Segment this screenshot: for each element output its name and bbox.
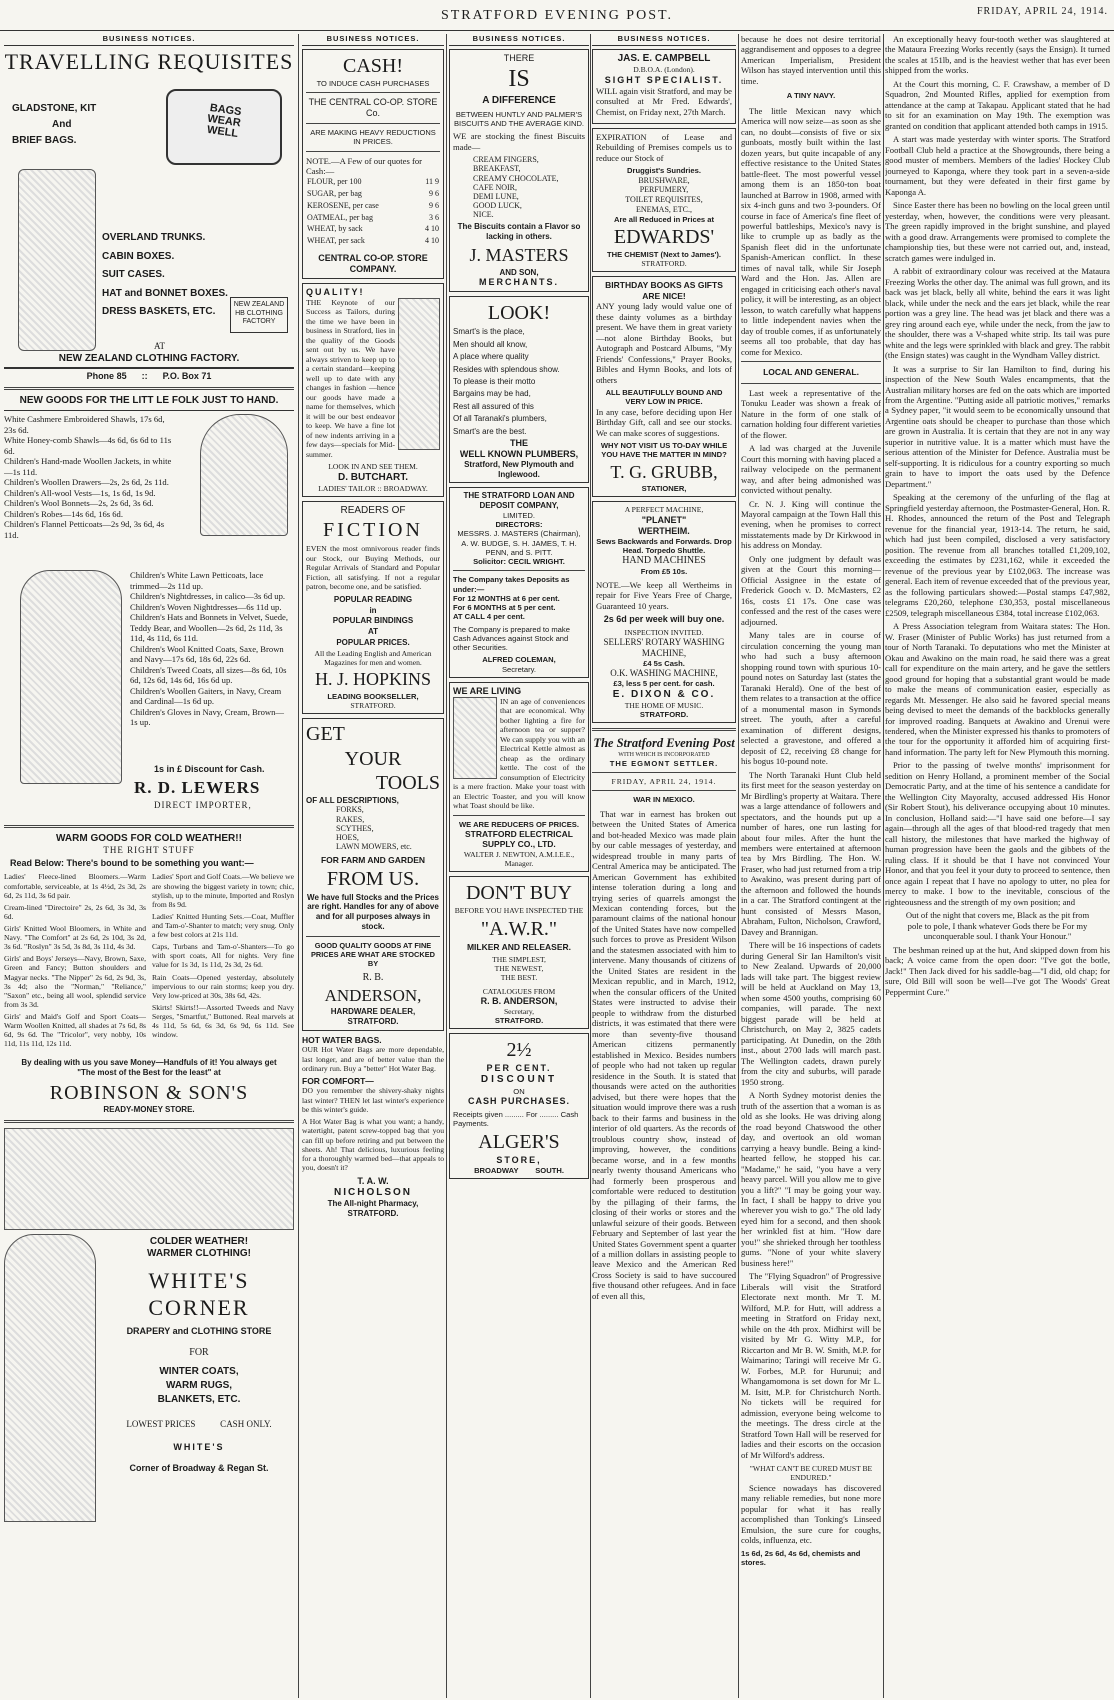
column-4: [592, 34, 736, 1694]
newspaper-title: STRATFORD EVENING POST.: [440, 8, 674, 23]
discount-note: 1s in £ Discount for Cash.: [154, 764, 265, 775]
issue-date: FRIDAY, APRIL 24, 1914.: [977, 6, 1108, 17]
warm-read: Read Below: There's bound to be something you want:—: [10, 858, 254, 869]
column-rule: [883, 34, 884, 1698]
factory-contact: Phone 85 :: P.O. Box 71: [86, 371, 212, 382]
awr-milker-ad: DON'T BUY BEFORE YOU HAVE INSPECTED THE "A.W.R." MILKER AND RELEASER. THE SIMPLEST, THE NEWEST, THE BEST. CATALOGUES FROM R. B. ANDERSON, Secretary, STRATFORD.: [449, 876, 589, 1029]
column-3: [449, 34, 589, 1694]
section-header: BUSINESS NOTICES.: [592, 34, 736, 46]
article-body: That war in earnest has broken out between the United States of America and bot-headed Mexico was made plain by our cable messages of yesterday, and widespread trouble in many parts of Central America may be anticipated. The American Government has exhibited intense toleration during a long and trying series of quarrels amongst the Mexican contending forces, but the paramount claims of the national honour of the United States have now compelled such forces to prove as President Wilson and the statesmen associated with him to intervene. Many thousands of citizens of the United States are resident in the Mexican republic, and in March, 1912, when the consular officers of the United States were instructed to advise their people to withdraw from the disturbed districts, it was estimated that there were more than seventy-five thousand American citizens permanently established in Mexico. Besides numbers of people who had not taken up regular residence in the South. It is stated that thousands were acted on the authorities advised, but there were hopes that the situation would improve there was a rush back to their farms and business in the interior of old quarters. As the records of troublous country show, instead of improving, however, the conditions became worse, and in a few months nearly twenty thousand Americans who had formerly been prosperous and comfortable were reduced to destitution by the pillaging of their farms, the closing of their works or stores and the unlawful seizure of their goods. Between February and September of last year the United States Government spent a quarter of a million dollars in assisting people to leave Mexico and the American Red Cross Society is said to have succoured five thousand other refugees. And in face of even all this,: [592, 808, 736, 1301]
warm-goods-title: WARM GOODS FOR COLD WEATHER!!: [56, 833, 242, 845]
section-header: BUSINESS NOTICES.: [449, 34, 589, 46]
little-folk-title: NEW GOODS FOR THE LITT LE FOLK JUST TO HAND.: [4, 395, 294, 411]
whites-corner-ad: COLDER WEATHER! WARMER CLOTHING! WHITE'S CORNER DRAPERY and CLOTHING STORE FOR WINTER COATS, WARM RUGS, BLANKETS, ETC. LOWEST PRICES CASH ONLY. WHITE'S Corner of Broadway & Regan St.: [4, 1234, 294, 1524]
travelling-title: TRAVELLING REQUISITES: [4, 49, 294, 75]
grubb-ad: BIRTHDAY BOOKS AS GIFTS ARE NICE! ANY young lady would value one of these dainty volumes as a birthday present. We have them in great variety—not alone Birthday Books, but Autograph and Postcard Albums, "My Friends' Confessions," Prayer Books, Bibles and Hymn Books, and lots of others ALL BEAUTIFULLY BOUND AND VERY LOW IN PRICE. In any case, before deciding upon Her Birthday Gift, call and see our stocks. We can make scores of suggestions. WHY NOT VISIT US TO-DAY WHILE YOU HAVE THE MATTER IN MIND? T. G. GRUBB, STATIONER,: [592, 276, 736, 497]
section-header: BUSINESS NOTICES.: [302, 34, 444, 46]
smart-plumbers-ad: LOOK! Smart's is the place, Men should all know, A place where quality Resides with splendous show. To please is their motto Bargains may be had, Rest all assured of this Of all Taranaki's plumbers, Smart's are the best. THE WELL KNOWN PLUMBERS, Stratford, New Plymouth and Inglewood.: [449, 296, 589, 483]
bags-list: GLADSTONE, KIT And BRIEF BAGS.: [12, 103, 97, 147]
loan-company-ad: THE STRATFORD LOAN AND DEPOSIT COMPANY, LIMITED. DIRECTORS: MESSRS. J. MASTERS (Chairman), A. W. BUDGE, S. H. JAMES, T. H. PENN, and S. PITT. Solicitor: CECIL WRIGHT. The Company takes Deposits as under:— For 12 MONTHS at 6 per cent. For 6 MONTHS at 5 per cent. AT CALL 4 per cent. The Company is prepared to make Cash Advances against Stock and other Securities. ALFRED COLEMAN, Secretary.: [449, 487, 589, 678]
campbell-ad: JAS. E. CAMPBELL D.B.O.A. (London). SIGHT SPECIALIST. WILL again visit Stratford, and may be consulted at Mr Fred. Edwards', Chemist, on Friday next, 27th March.: [592, 49, 736, 124]
coop-ad: CASH! TO INDUCE CASH PURCHASES THE CENTRAL CO-OP. STORE Co. ARE MAKING HEAVY REDUCTIONS IN PRICES. NOTE.—A Few of our quotes for Cash:— FLOUR, per 100 11 9 SUGAR, per bag 9 6 KEROSENE, per case 9 6 OATMEAL, per bag 3 6 WHEAT, by sack 4 10 WHEAT, per sack 4 10 CENTRAL CO-OP. STORE COMPANY.: [302, 49, 444, 279]
price-list-2: Children's White Lawn Petticoats, lace trimmed—2s 11d up. Children's Nightdresses, in calico—3s 6d up. Children's Woven Nightdresses—6s 11d up. Children's Hats and Bonnets in Velvet, Suede, Teddy Bear, and Woollen—2s 6d, 2s 11d, 3s 11d, 4s 11d, 6s 11d. Children's Wool Knitted Coats, Saxe, Brown and Navy—17s 6d, 18s 6d, 22s 6d. Children's Tweed Coats, all sizes—8s 6d, 10s 6d, 12s 6d, 14s 6d, 16s 6d up. Children's Woollen Gaiters, in Navy, Cream and Cardinal—1s 6d up. Children's Gloves in Navy, Cream, Brown—1s up.: [130, 570, 288, 728]
bag-label: BAGS WEAR WELL: [206, 102, 243, 141]
column-rule: [590, 34, 591, 1698]
butchart-ad: QUALITY! THE Keynote of our Success as Tailors, during the time we have been in business in Stratford, lies in the quality of the Goods sent out by us. We have always striven to keep up to a certain standard—keeping well up to date with any changes in fashion —hence our goods have made a name for themselves, which it will be our best endeavor to keep. We have a fine lot of new indents arriving in a few days—specials for Mid-summer. LOOK IN AND SEE THEM. D. BUTCHART. LADIES' TAILOR :: BROADWAY.: [302, 283, 444, 497]
baby-illustration: [200, 414, 288, 536]
masters-ad: THERE IS A DIFFERENCE BETWEEN HUNTLY AND PALMER'S BISCUITS AND THE AVERAGE KIND. WE are stocking the finest Biscuits made— CREAM FINGERS, BREAKFAST, CREAMY CHOCOLATE, CAFE NOIR, DEMI LUNE, GOOD LUCK, NICE. The Biscuits contain a Flavor so lacking in others. J. MASTERS AND SON, MERCHANTS.: [449, 49, 589, 292]
warm-closing: By dealing with us you save Money—Handfuls of it! You always get "The most of the Best for the least" at: [21, 1058, 277, 1078]
column-5: because he does not desire territorial aggrandisement and opposes to a degree American Imperialism, President Wilson has stayed intervention until this time. A TINY NAVY. The little Mexican navy which America will now seize—as soon as she can, no doubt—consists of five or six gunboats, mostly built within the last dozen years, but quite incapable of any effective resistance to the United States battle-fleet. The most powerful vessel among them is an 1850-ton boat launched at Barrow in 1908, armed with six 4-inch guns and two 3-pounders. Of course in face of America's fine fleet of powerful battleships, Mexico's navy is like to crumple up as badly as the Spanish fleet did in the unfortunate Spanish-American conflict. In these times of naval talk, while Sir Joseph Ward and the Hon. Jas. Allen are engaged in criticising each other's naval policy, it will be interesting, as an object lesson, to watch carefully what happens to little independent navies when the day of trouble comes, if as unfortunately seems all too probable, that day has come for Mexico. LOCAL AND GENERAL. Last week a representative of the Tonuku Leader was shown a freak of Nature in the form of one stalk of carnation holding four different varieties of the flower. A lad was charged at the Juvenile Court this morning with having placed a railway velocipede on the permanent way, and after being admonished was convicted without penalty. Cr. N. J. King will continue the Mayoral campaign at the Town Hall this evening, when he promises to correct misstatements made by Dr Kirkwood in his address on Monday. Only one judgment by default was given at the Court this morning—Official Assignee in the estate of Frederick Gooch v. D. McMasters, £2 16s, costs £1 17s. One case was confessed and the rest of the cases were adjourned. Many tales are in course of circulation concerning the young man who had such a busy afternoon shopping round town with spurious 10-pound notes on Saturday last (states the Taranaki Herald). One of the best of them relates to a transaction at the office of a monumental mason in Symonds street. The youth, after a careful examination of different designs, selected a gravestone, and offered a deposit of £2, receiving £8 change for his bogus 10-pound note. The North Taranaki Hunt Club held its first meet for the season yesterday on Mr Birdling's property at Waitara. There was a large attendance of followers and spectators, and the hounds put up a number of hares, one run lasting for about four miles. After the hunt the members were entertained at afternoon tea by Mrs Birdling. The Hon. W. Fraser, who had just returned from a trip to Awakino, was present during part of the afternoon and followed the hounds in a car. The Stratford contingent at the hunt consisted of Messrs Mason, Abraham, Fulton, Nicholson, Crawford, Davey and Brannigan. There will be 16 inspections of cadets during General Sir Ian Hamilton's visit to New Zealand. Upwards of 20,000 lads will take part. The biggest review will be held at Auckland on May 13, when some 4500 youths, comprising 60 companies, will parade. The next biggest parade will be held at Christchurch, on May 2, 3825 cadets participating. At Dunedin, on the 28th inst., about 2700 lads will march past. The Wellington cadets, drawn purely from the city and suburbs, will parade 1950 strong. A North Sydney motorist denies the truth of the assertion that a woman is as old as she looks. He was driving along the road beyond Chatswood the other day, and overtook an old woman carrying a heavy bundle. Being a kind-hearted fellow, he stopped his car. "Madame," he said, "you have a very heavy parcel. Will you allow me to give you a lift?" "I may be going your way. In fact, I shall be happy to drive you wherever you wish to go." The old lady eyed him for a second, and then shook her wrinkled fist at him. "How dare you!" she shrieked through her toothless gums. "None of your white slavery business here!" The "Flying Squadron" of Progressive Liberals will visit the Stratford Electorate next month. Mr T. M. Wilford, M.P. for Hutt, will address a meeting in Stratford on Friday next, while on the 4th prox. Midhirst will be visited by Mr G. Witty M.P., for Riccarton and Mr B. W. Smith, M.P. for Waimarino; Taringi will receive Mr G. W. Forbes, M.P. for Hurunui; and Whangamomona is set down for Mr L. M. Isitt, M.P. for Christchurch North. No tickets will be required for admission, everyone being welcome to the meetings. The dress circle at the Stratford Town Hall will be reserved for ladies and their escorts on the occasion of Mr Wilford's address. "WHAT CAN'T BE CURED MUST BE ENDURED." Science nowadays has discovered many reliable remedies, but none more popular for what it has really accomplished than Tonking's Linseed Emulsion, the sure cure for coughs, colds, influenza, etc. 1s 6d, 2s 6d, 4s 6d, chemists and stores.: [741, 34, 881, 1567]
column-rule: [298, 34, 299, 1698]
column-rule: [446, 34, 447, 1698]
bag-illustration: [166, 89, 282, 165]
article-title: A TINY NAVY.: [786, 91, 836, 101]
column-1: [4, 34, 294, 1694]
algers-store-ad: 2½ PER CENT. DISCOUNT ON CASH PURCHASES. Receipts given ......... For ......... Cash Payments. ALGER'S STORE, BROADWAY SOUTH.: [449, 1033, 589, 1179]
tailor-illustration: [398, 298, 440, 450]
anderson-hardware-ad: GET YOUR TOOLS OF ALL DESCRIPTIONS, FORKS, RAKES, SCYTHES, HOES, LAWN MOWERS, etc. FOR FARM AND GARDEN FROM US. We have full Stocks and the Prices are right. Handles for any of above and for all purposes always in stock. GOOD QUALITY GOODS AT FINE PRICES ARE WHAT ARE STOCKED BY R. B. ANDERSON, HARDWARE DEALER, STRATFORD.: [302, 718, 444, 1031]
hopkins-ad: READERS OF FICTION EVEN the most omnivorous reader finds our Stock, our Buying Methods, our Regular Arrivals of Standard and Popular Fiction, all satisfying. If not a regular patron, become one, and be satisfied. POPULAR READING in POPULAR BINDINGS AT POPULAR PRICES. All the Leading English and American Magazines for men and women. H. J. HOPKINS LEADING BOOKSELLER, STRATFORD.: [302, 501, 444, 714]
little-folk-ad: [4, 414, 294, 820]
man-in-coat-illustration: [4, 1234, 96, 1522]
column-rule: [738, 34, 739, 1698]
street-illustration: [4, 1128, 294, 1230]
factory-name: NEW ZEALAND CLOTHING FACTORY.: [58, 353, 240, 365]
travelling-requisites-ad: TRAVELLING REQUISITES GLADSTONE, KIT And BRIEF BAGS. BAGS WEAR WELL OVERLAND TRUNKS. CABIN BOXES. SUIT CASES. HAT and BONNET BOXES. DRESS BASKETS, ETC. NEW ZEALAND HB CLOTHING FACTORY AT NEW ZEALAND CLOTHING FACTORY.: [4, 49, 294, 369]
paper-name: The Stratford Evening Post: [593, 736, 735, 751]
column-2: [302, 34, 444, 1694]
hb-logo: NEW ZEALAND HB CLOTHING FACTORY: [230, 297, 288, 333]
edwards-chemist-ad: EXPIRATION of Lease and Rebuilding of Premises compels us to reduce our Stock of Druggist's Sundries. BRUSHWARE, PERFUMERY, TOILET REQUISITES, ENEMAS, ETC., Are all Reduced in Prices at EDWARDS' THE CHEMIST (Next to James'). STRATFORD.: [592, 128, 736, 272]
nicholson-ad: HOT WATER BAGS. OUR Hot Water Bags are more dependable, last longer, and are of better value than the ordinary run. Buy a "better" Hot Water Bag. FOR COMFORT— DO you remember the shivery-shaky nights last winter? THEN let last winter's experience be this winter's guide. A Hot Water Bag is what you want; a handy, watertight, patent screw-topped bag that you can fill up before retiring and put between the sheets. Ah! That delicious, luxurious feeling for a thoroughly warmed bed—that appeals to you, doesn't it? T. A. W. NICHOLSON The All-night Pharmacy, STRATFORD.: [302, 1034, 444, 1218]
lewers-sub: DIRECT IMPORTER,: [154, 800, 252, 811]
price-list: White Cashmere Embroidered Shawls, 17s 6d, 23s 6d. White Honey-comb Shawls—4s 6d, 6s 6d to 11s 6d. Children's Hand-made Woollen Jackets, in white—1s 11d. Children's Woollen Drawers—2s, 2s 6d, 2s 11d. Children's All-wool Vests—1s, 1s 6d, 1s 9d. Children's Wool Bonnets—2s, 2s 6d, 3s 6d. Children's Robes—14s 6d, 16s 6d. Children's Flannel Petticoats—2s 9d, 3s 6d, 4s 11d.: [4, 414, 172, 540]
robinson-sub: READY-MONEY STORE.: [103, 1105, 195, 1115]
local-general-title: LOCAL AND GENERAL.: [763, 367, 859, 378]
robinson-name: ROBINSON & SON'S: [49, 1081, 249, 1104]
trunks-list: OVERLAND TRUNKS. CABIN BOXES. SUIT CASES. HAT and BONNET BOXES. DRESS BASKETS, ETC.: [102, 232, 228, 318]
section-header: BUSINESS NOTICES.: [4, 34, 294, 46]
masthead: [0, 0, 1114, 31]
column-6: An exceptionally heavy four-tooth wether was slaughtered at the Mataura Freezing Works recently (says the Ensign). It turned the scales at 151lb, and is the heaviest wether that has ever been shipped from the works. At the Court this morning, C. F. Crawshaw, a member of D Squadron, 2nd Mounted Rifles, applied for exemption from attendance at the camp at Takapau. Applicant stated that he had to sit for an examination on May 19th. The exemption was granted on condition that applicant attended both camps in 1915. A start was made yesterday with winter sports. The Stratford Football Club held a practice at the Showgrounds, there being a good muster of members. Members of the ladies' Hockey Club journeyed to Kaponga, where they took part in a seven-a-side tournament, but they were defeated in their first game by Kaponga A. Since Easter there has been no bowling on the local green until yesterday, when, however, the conditions were very pleasant. The green rapidly improved in the bright sunshine, and played with a good draw. Arrangements were promised to complete the championship ties, but these were not carried out, and, instead, scratch games were indulged in. A rabbit of extraordinary colour was received at the Mataura Freezing Works the other day. The animal was full grown, and its back was jet black, belly all white, behind the ears it was light black, while under the neck and the ears jet black, while the rear portion was a grey line. The head was jet black and there was a grey ring around each eye, while under the neck, from the jaw to the shoulder, there was a V-shaped white strip. Its tail was pure white and the legs were sprinkled with black and grey. The rabbit (the Ensign states) was caught in the Wyndham Valley district. It was a surprise to Sir Ian Hamilton to find, during his inspection of the New South Wales encampments, that the Australian military horses are fed on the oats which are imported from the Argentine. "Putting aside all patriotic motives," remarks a Sydney paper, "it would seem to be economically unsound that Argentine oats should be cheaper to purchase than those which are grown in Australia. It is certain that they are not in any way superior in nutritive value. It is a matter which must have the serious attention of the Minister for Defence. Australia must be self-supporting. It is ridiculous for a country exporting so much grain to have to import the oats used by the Defence Department." Speaking at the ceremony of the unfurling of the flag at Springfield yesterday afternoon, the Postmaster-General, Hon. R. H. Rhodes, announced the return of the Post and Telegraph revenue for the financial year, 1913-14. The return, he said, which had just been compiled, disclosed a very satisfactory position. The revenue from all branches totalled £1,209,102, exceeding the estimates by £231,162, while it exceeded the revenue of the previous year by £102,063. The increase was general. Each item of revenue exceeded that of the previous year, as the following particulars showed:—Postal stamps £47,982, telegrams £20,260, telephone £30,353, postal miscellaneous £2509, telegraph miscellaneous £384, total increase £102,063. A Press Association telegram from Waitara states: The Hon. W. Fraser (Minister of Public Works) has just returned from a tour of North Taranaki. To deputations who met the Minister at Okau and Awakino on the main road, he said there was a great call for expenditure on the main artery, and he gave the settlers good ground for hoping that a substantial grant would be made to make the means of communication easier, especially as regards Mt. Messenger. He also said he favored special means being devised to meet the demands of the backblocks generally for improved roading. Banquets at Awakino and Urenui were tendered, when the Minister expressed his thanks to promoters of the tour for the opportunity it afforded him of acquiring first-hand information. The party left for New Plymouth this morning. Prior to the passing of twelve months' imprisonment for sedition on Henry Holland, a prominent member of the Social Democratic Party, and at the time of his sentence a candidate for the Wellington City Mayoralty, accused addressed His Honor (Sir Robert Stout), his deliverance occupying about 10 minutes. In conclusion, Holland said:—"I have said one before—I say again—through all the ages of that blood-red tragedy that men call history, the milestones that have marked the highway of human progression have been the gaols and the gibbets of the ruling class. If it should be that I have not convinced Your Honor, and that you feel it your duty to proceed to sentence, then once again I repeat that I have no apology to utter, no plea for mercy to make. I bow to the inevitable, conscious of the righteousness and the strength of my own position; and Out of the night that covers me, Black as the pit from pole to pole, I thank whatever Gods there be For my unconquerable soul. I thank Your Honour." The beshman reined up at the hut, And skipped down from his back; A voice came from the open door: "I've got the botle, Jack!" Then Jack dived for his saddle-bag—"I did, old chap; for sure, Old Bill will soon be well—I've got The Woods' Great Peppermint Cure.": [885, 34, 1110, 997]
dixon-music-ad: A PERFECT MACHINE, "PLANET" WERTHEIM. Sews Backwards and Forwards. Drop Head. Torpedo Shuttle. HAND MACHINES From £5 10s. NOTE.—We keep all Wertheims in repair for Five Years Free of Charge, Guaranteed 10 years. 2s 6d per week will buy one. INSPECTION INVITED. SELLERS' ROTARY WASHING MACHINE, £4 5s Cash. O.K. WASHING MACHINE, £3, less 5 per cent. for cash. E. DIXON & CO. THE HOME OF MUSIC. STRATFORD.: [592, 501, 736, 723]
warm-goods-sub: THE RIGHT STUFF: [103, 845, 195, 856]
trunk-illustration: [18, 169, 96, 351]
kettle-illustration: [453, 697, 497, 779]
child-illustration: [20, 570, 122, 784]
whites-title: WHITE'S: [148, 1268, 250, 1294]
electrical-ad: WE ARE LIVING IN an age of conveniences that are economical. Why bother lighting a fire for afternoon tea or supper? We can supply you with an Electrical Kettle almost as cheap as the ordinary kettle. The cost of the consumption of Electricity is a mere fraction. Make your toast with an Electric Toaster, and you will know what Toast should be like. WE ARE REDUCERS OF PRICES. STRATFORD ELECTRICAL SUPPLY CO., LTD. WALTER J. NEWTON, A.M.I.E.E., Manager.: [449, 682, 589, 872]
price-table: FLOUR, per 100 11 9 SUGAR, per bag 9 6 KEROSENE, per case 9 6 OATMEAL, per bag 3 6 WHEAT, by sack 4 10 WHEAT, per sack 4 10: [307, 177, 439, 246]
editorial: The Stratford Evening Post WITH WHICH IS INCORPORATED THE EGMONT SETTLER. FRIDAY, APRIL 24, 1914. WAR IN MEXICO. That war in earnest has broken out between the United States of America and bot-headed Mexico was made plain by our cable messages of yesterday, and widespread trouble in many parts of Central America may be anticipated. The American Government has exhibited intense toleration during a long and trying series of quarrels amongst the Mexican contending forces, but the paramount claims of the national honour of the United States have now compelled such forces to prove as President Wilson and the statesmen associated with him to intervene. Many thousands of citizens of the United States are resident in the Mexican republic, and in March, 1912, when the consular officers of the United States were instructed to advise their people to withdraw from the disturbed districts, it was estimated that there were more than seventy-five thousand American citizens permanently established in Mexico. Besides numbers of people who had not taken up regular residence in the South. It is stated that thousands were acted on the authorities advised, but there were hopes that the situation would improve there was a rush back to their farms and business in the interior of old quarters. As the records of troublous country show, instead of improving, however, the conditions became worse, and in a few months nearly twenty thousand Americans who had formerly been prosperous and comfortable were reduced to destitution by the pillaging of their farms, the closing of their works or stores and the unlawful seizure of their goods. Between February and September of last year the United States Government spent a quarter of a million dollars in assisting people to leave Mexico and the American Red Cross Society is said to have succoured five thousand other refugees. And in face of even all this,: [592, 736, 736, 1301]
lewers-name: R. D. LEWERS: [134, 778, 261, 798]
warm-goods-ad: Ladies' Fleece-lined Bloomers.—Warm comfortable, serviceable, at 1s 4½d, 2s 3d, 2s 6d, 2s 11d, 3s 6d pair. Cream-lined "Directoire" 2s, 2s 6d, 3s 3d, 3s 6d. Girls' Knitted Wool Bloomers, in White and Navy. "The Comfort" at 2s 6d, 2s 10d, 3s 2d, 3s 6d. "Roslyn" 3s 5d, 3s 8d, 3s 11d, 4s 3d. Girls' and Boys' Jerseys—Navy, Brown, Saxe, Green and Fancy; Button shoulders and Magyar necks. "The Nipper" 2s 6d, 2s 9d, 3s, 3s 4d; also the "Norman," "Reliance," "Saxon" etc., being all wool, splendid service from 3s 3d. Girls' and Maid's Golf and Sport Coats—Warm Woollen Knitted, all shades at 7s 6d, 8s 6d, 9s 6d. The "Tricolor", very nobby, 10s 11d, 11s 11d, 12s 11d. Ladies' Sport and Golf Coats.—We believe we are showing the biggest variety in town; chic, stylish, up to the minute, Imported and Roslyn from 8s 9d. Ladies' Knitted Hunting Sets.—Coat, Muffler and Tam-o'-Shanter to match; very snug. Only a few best colors at 21s 11d. Caps, Turbans and Tam-o'-Shanters—To go with sport coats, All for nights. Very fine value for 1s 3d, 1s 11d, 2s 3d, 2s 6d. Rain Coats—Opened yesterday, absolutely impervious to our rain storms; keep you dry. Very low-priced at 30s, 38s 6d, 42s. Skirts! Skirts!!—Assorted Tweeds and Navy Serges, "Smartfut," Buttoned. Real marvels at 4s 11d, 5s 6d, 6s 3d, 6s 9d, 6s 11d. See window.: [4, 872, 294, 1049]
article-title: WAR IN MEXICO.: [633, 795, 695, 805]
